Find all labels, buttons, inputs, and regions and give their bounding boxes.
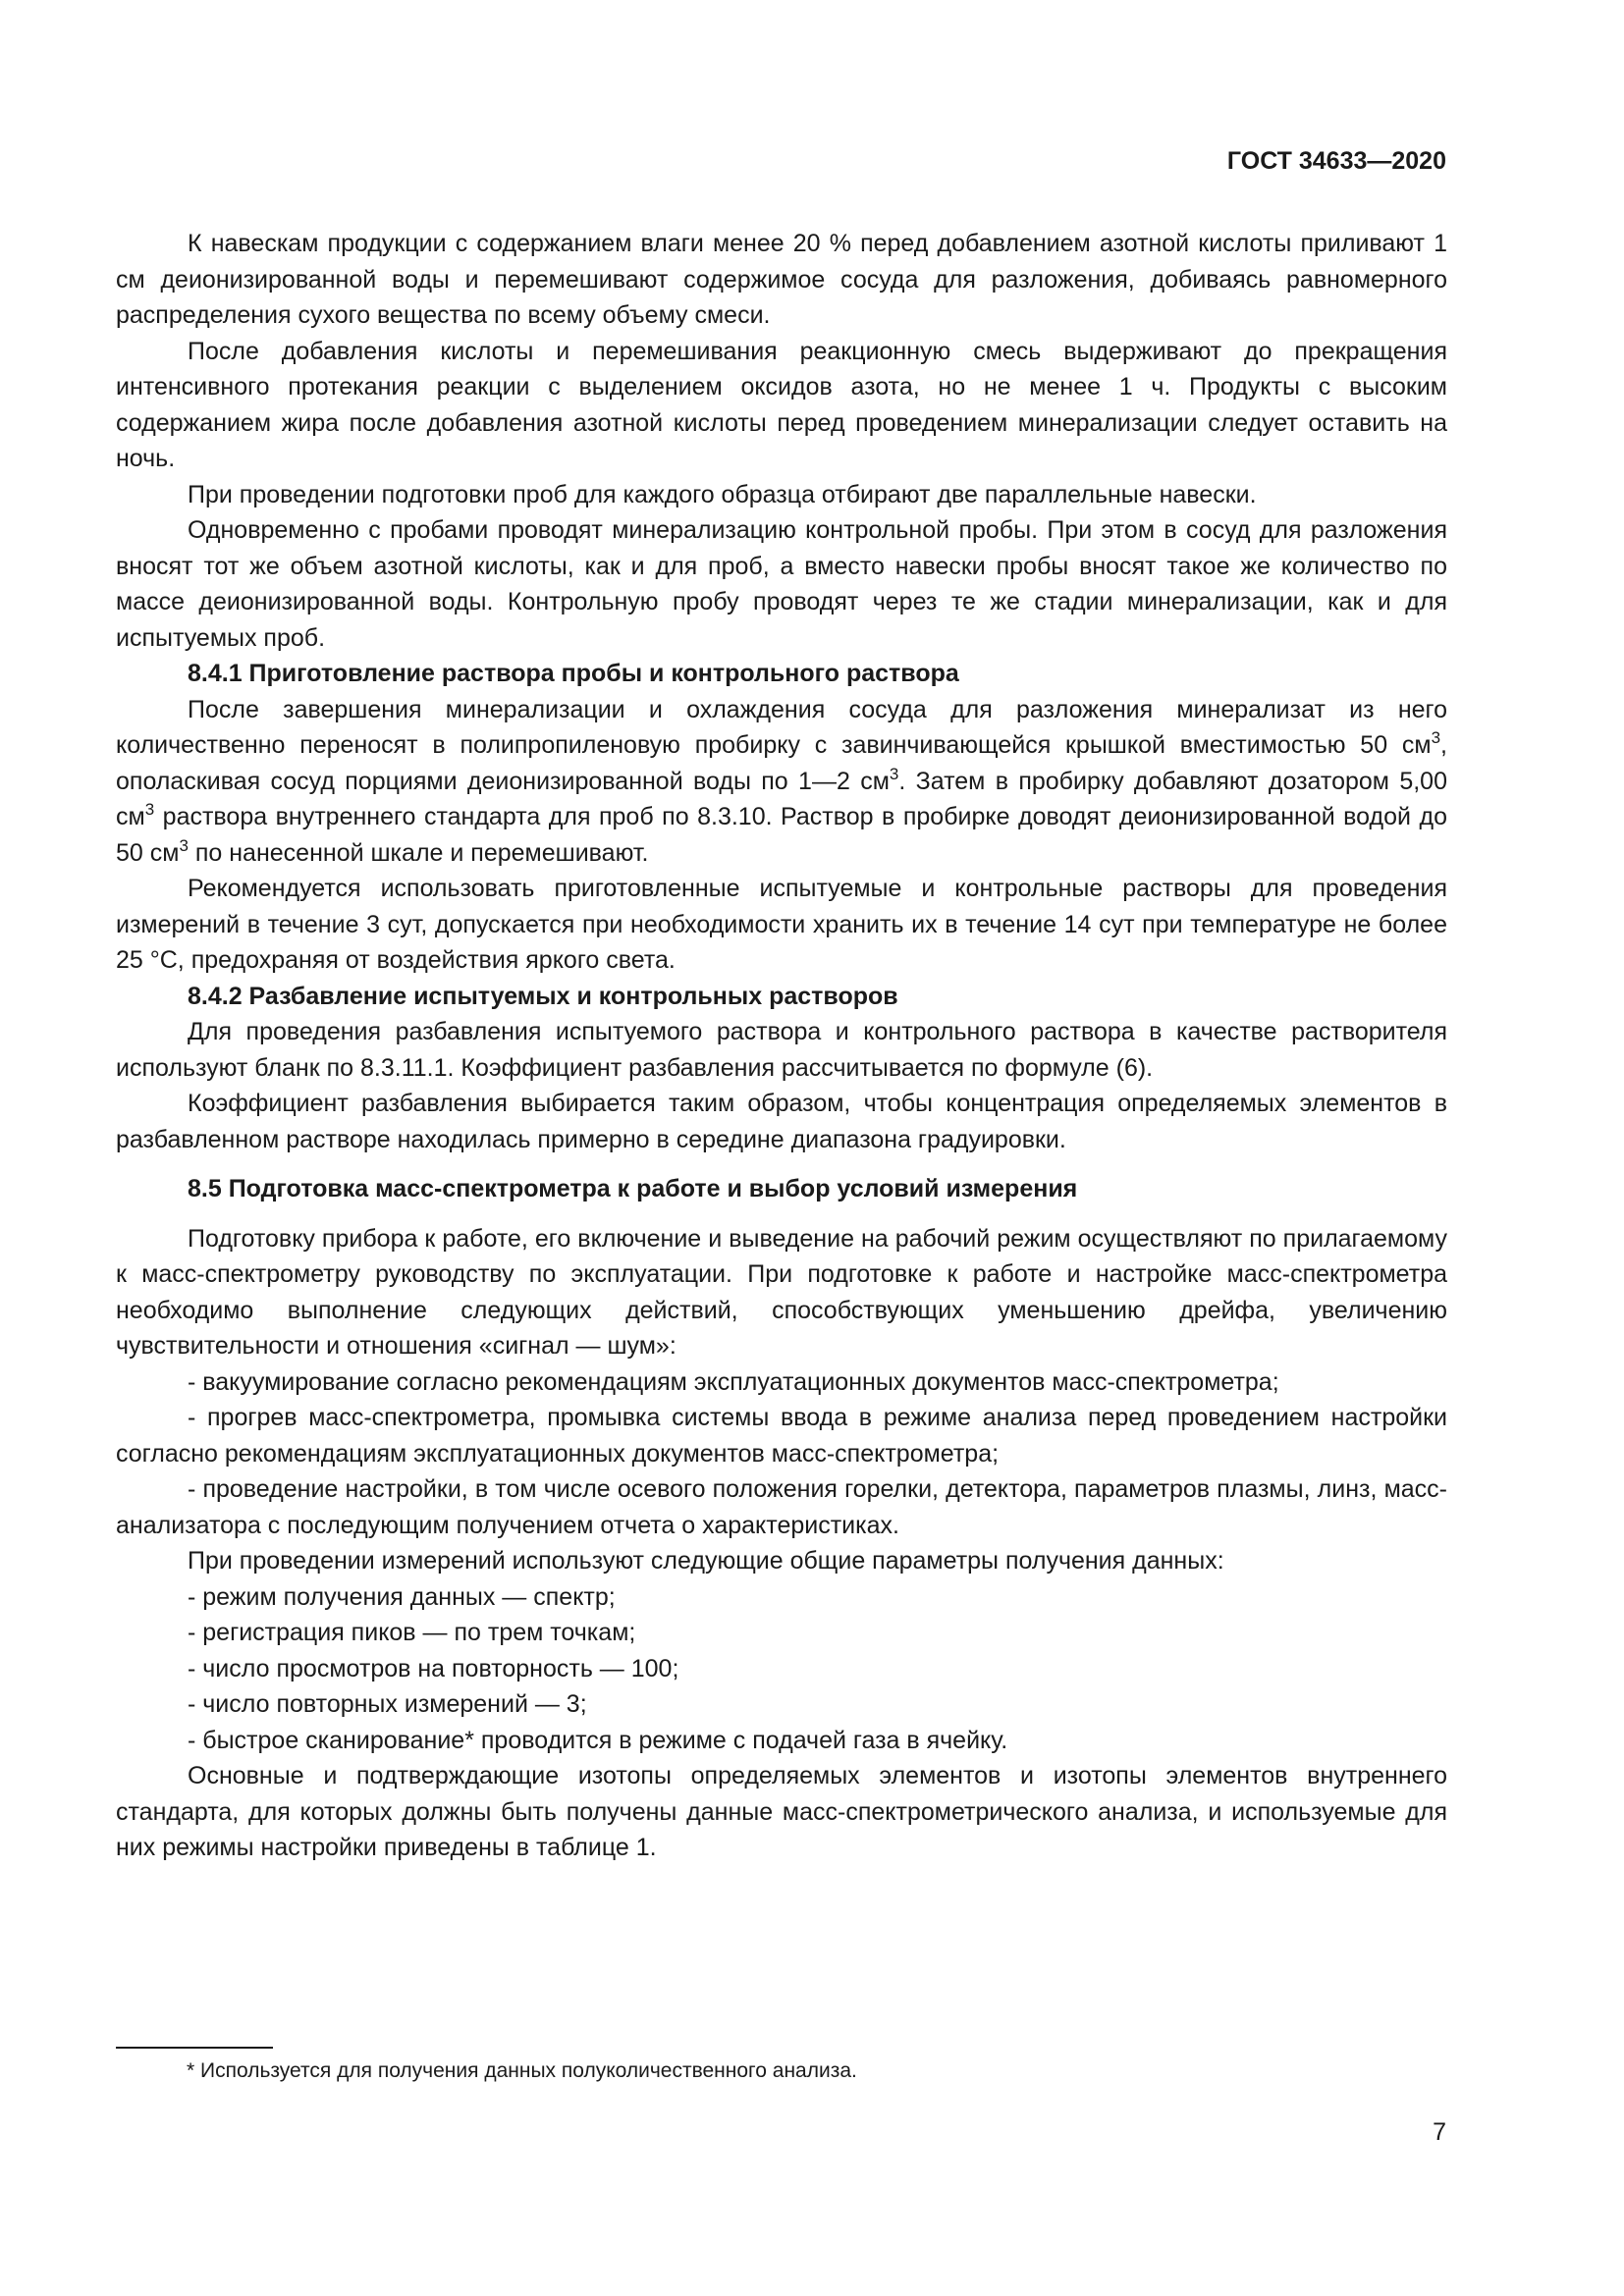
list-item: - режим получения данных — спектр; bbox=[188, 1582, 616, 1611]
paragraph: Для проведения разбавления испытуемого раствора и контрольного раствора в качестве растворителя используют бланк по 8.3.11.1. Коэффициент разбавления рассчитывается по формуле (6). bbox=[116, 1018, 1447, 1082]
list-item: - число просмотров на повторность — 100; bbox=[188, 1654, 679, 1682]
paragraph: К навескам продукции с содержанием влаги менее 20 % перед добавлением азотной кислоты приливают 1 см деионизированной воды и перемешивают содержимое сосуда для разложения, добиваясь равномерного распределения сухого вещества по всему объему смеси. bbox=[116, 230, 1447, 329]
superscript: 3 bbox=[889, 764, 899, 783]
text-run: После завершения минерализации и охлаждения сосуда для разложения минерализат из него количественно переносят в полипропиленовую пробирку с завинчивающейся крышкой вместимостью 50 см bbox=[116, 695, 1447, 759]
text-run: . Затем в пробирку добавляют дозатором 5,00 см bbox=[116, 767, 1447, 830]
paragraph: Рекомендуется использовать приготовленные испытуемые и контрольные растворы для проведения измерений в течение 3 сут, допускается при необходимости хранить их в течение 14 сут при температуре не более 25 °C, предохраняя от воздействия яркого света. bbox=[116, 875, 1447, 974]
list-item: - число повторных измерений — 3; bbox=[188, 1690, 587, 1718]
paragraph bbox=[116, 692, 1447, 872]
list-item: - быстрое сканирование* проводится в режиме с подачей газа в ячейку. bbox=[188, 1726, 1008, 1754]
superscript: 3 bbox=[144, 800, 155, 819]
paragraph: Коэффициент разбавления выбирается таким образом, чтобы концентрация определяемых элементов в разбавленном растворе находилась примерно в середине диапазона градуировки. bbox=[116, 1090, 1447, 1153]
document-body bbox=[116, 226, 1447, 1866]
paragraph: Подготовку прибора к работе, его включение и выведение на рабочий режим осуществляют по прилагаемому к масс-спектрометру руководству по эксплуатации. При подготовке к работе и настройке масс-спектрометра необходимо выполнение следующих действий, способствующих уменьшению дрейфа, увеличению чувствительности и отношения «сигнал — шум»: bbox=[116, 1224, 1447, 1360]
paragraph: Основные и подтверждающие изотопы определяемых элементов и изотопы элементов внутреннего стандарта, для которых должны быть получены данные масс-спектрометрического анализа, и используемые для них режимы настройки приведены в таблице 1. bbox=[116, 1762, 1447, 1861]
footnote: * Используется для получения данных полуколичественного анализа. bbox=[187, 2059, 857, 2082]
text-run: по нанесенной шкале и перемешивают. bbox=[188, 838, 649, 867]
paragraph: После добавления кислоты и перемешивания реакционную смесь выдерживают до прекращения интенсивного протекания реакции с выделением оксидов азота, но не менее 1 ч. Продукты с высоким содержанием жира после добавления азотной кислоты перед проведением минерализации следует оставить на ночь. bbox=[116, 337, 1447, 472]
section-heading-8-4-1: 8.4.1 Приготовление раствора пробы и контрольного раствора bbox=[188, 660, 959, 687]
text-run: раствора внутреннего стандарта для проб по 8.3.10. Раствор в пробирке доводят деионизированной водой до 50 см bbox=[116, 803, 1447, 867]
list-item: - проведение настройки, в том числе осевого положения горелки, детектора, параметров плазмы, линз, масс-анализатора с последующим получением отчета о характеристиках. bbox=[116, 1475, 1447, 1539]
superscript: 3 bbox=[1431, 728, 1441, 747]
paragraph: Одновременно с пробами проводят минерализацию контрольной пробы. При этом в сосуд для разложения вносят тот же объем азотной кислоты, как и для проб, а вместо навески пробы вносят такое же количество по массе деионизированной воды. Контрольную пробу проводят через те же стадии минерализации, как и для испытуемых проб. bbox=[116, 516, 1447, 652]
paragraph: При проведении измерений используют следующие общие параметры получения данных: bbox=[188, 1547, 1224, 1575]
footnote-divider bbox=[116, 2047, 273, 2049]
list-item: - регистрация пиков — по трем точкам; bbox=[188, 1619, 636, 1646]
text-run: , ополаскивая сосуд порциями деионизированной воды по 1—2 см bbox=[116, 731, 1447, 795]
superscript: 3 bbox=[179, 835, 189, 855]
page-number: 7 bbox=[1433, 2118, 1446, 2146]
list-item: - прогрев масс-спектрометра, промывка системы ввода в режиме анализа перед проведением настройки согласно рекомендациям эксплуатационных документов масс-спектрометра; bbox=[116, 1404, 1447, 1468]
paragraph: При проведении подготовки проб для каждого образца отбирают две параллельные навески. bbox=[188, 480, 1257, 508]
section-heading-8-5: 8.5 Подготовка масс-спектрометра к работе и выбор условий измерения bbox=[188, 1175, 1078, 1202]
list-item: - вакуумирование согласно рекомендациям эксплуатационных документов масс-спектрометра; bbox=[188, 1367, 1279, 1396]
document-code: ГОСТ 34633—2020 bbox=[1226, 147, 1446, 175]
section-heading-8-4-2: 8.4.2 Разбавление испытуемых и контрольных растворов bbox=[188, 982, 898, 1010]
